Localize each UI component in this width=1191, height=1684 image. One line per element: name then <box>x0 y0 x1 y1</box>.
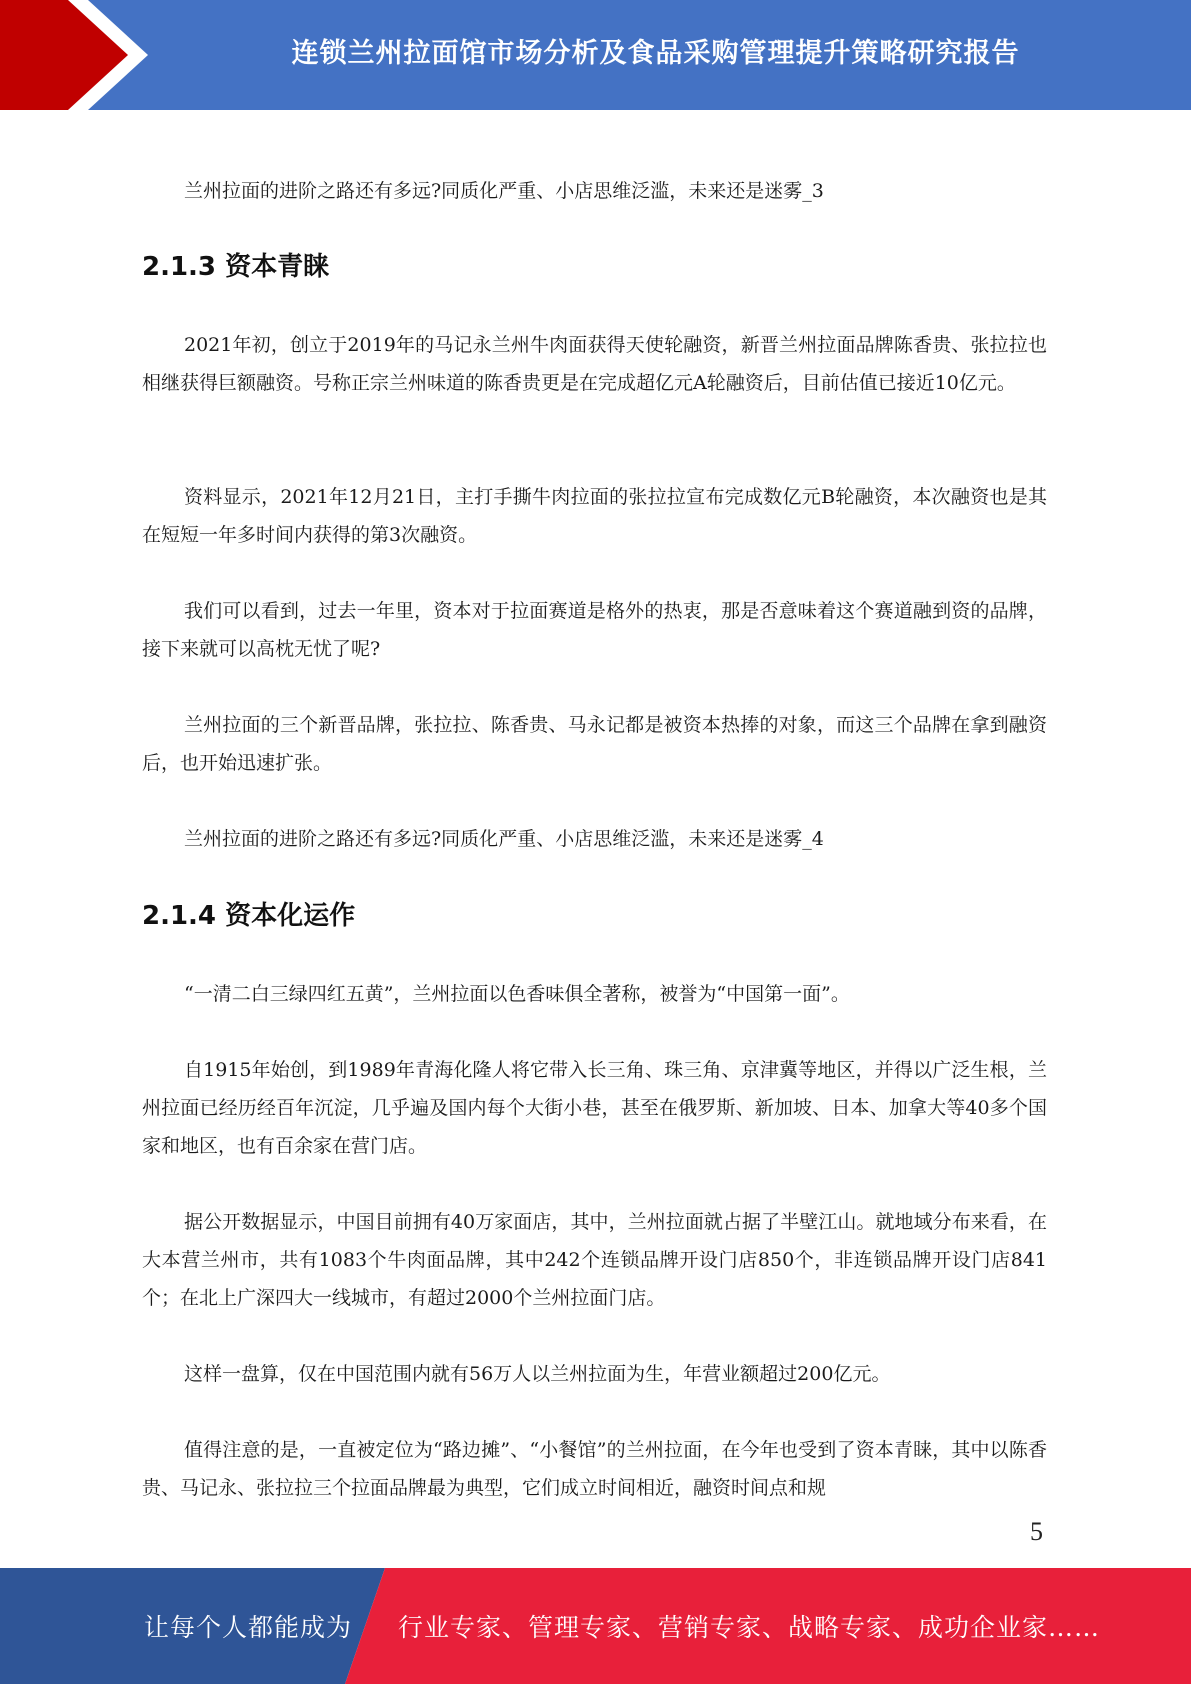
image-caption-3: 兰州拉面的进阶之路还有多远?同质化严重、小店思维泛滥，未来还是迷雾_3 <box>184 180 824 202</box>
footer-slogan-right: 行业专家、管理专家、营销专家、战略专家、成功企业家…… <box>398 1613 1101 1642</box>
document-title: 连锁兰州拉面馆市场分析及食品采购管理提升策略研究报告 <box>291 37 1020 69</box>
footer-slogan-left: 让每个人都能成为 <box>144 1613 353 1642</box>
paragraph: 2021年初，创立于2019年的马记永兰州牛肉面获得天使轮融资，新晋兰州拉面品牌陈香贵、张拉拉也相继获得巨额融资。号称正宗兰州味道的陈香贵更是在完成超亿元A轮融资后，目前估值已接近10亿元。 <box>142 334 1047 394</box>
page-header <box>0 0 1191 110</box>
paragraph: 我们可以看到，过去一年里，资本对于拉面赛道是格外的热衷，那是否意味着这个赛道融到资的品牌，接下来就可以高枕无忧了呢? <box>142 600 1047 660</box>
paragraph: 资料显示，2021年12月21日，主打手撕牛肉拉面的张拉拉宣布完成数亿元B轮融资，本次融资也是其在短短一年多时间内获得的第3次融资。 <box>142 486 1047 546</box>
paragraph: “一清二白三绿四红五黄”，兰州拉面以色香味俱全著称，被誉为“中国第一面”。 <box>184 983 850 1005</box>
section-heading-2-1-4: 2.1.4 资本化运作 <box>142 901 356 931</box>
page-number: 5 <box>1030 1517 1043 1546</box>
paragraph: 值得注意的是，一直被定位为“路边摊”、“小餐馆”的兰州拉面，在今年也受到了资本青睐，其中以陈香贵、马记永、张拉拉三个拉面品牌最为典型，它们成立时间相近，融资时间点和规 <box>142 1439 1047 1499</box>
image-caption-4: 兰州拉面的进阶之路还有多远?同质化严重、小店思维泛滥，未来还是迷雾_4 <box>184 828 824 850</box>
paragraph: 自1915年始创，到1989年青海化隆人将它带入长三角、珠三角、京津冀等地区，并得以广泛生根，兰州拉面已经历经百年沉淀，几乎遍及国内每个大街小巷，甚至在俄罗斯、新加坡、日本、加拿大等40多个国家和地区，也有百余家在营门店。 <box>142 1059 1047 1157</box>
section-heading-2-1-3: 2.1.3 资本青睐 <box>142 252 330 282</box>
page-footer <box>0 1568 1191 1684</box>
paragraph: 据公开数据显示，中国目前拥有40万家面店，其中，兰州拉面就占据了半壁江山。就地域分布来看，在大本营兰州市，共有1083个牛肉面品牌，其中242个连锁品牌开设门店850个，非连锁品牌开设门店841个；在北上广深四大一线城市，有超过2000个兰州拉面门店。 <box>142 1211 1047 1309</box>
paragraph: 这样一盘算，仅在中国范围内就有56万人以兰州拉面为生，年营业额超过200亿元。 <box>184 1363 891 1385</box>
paragraph: 兰州拉面的三个新晋品牌，张拉拉、陈香贵、马永记都是被资本热捧的对象，而这三个品牌在拿到融资后，也开始迅速扩张。 <box>142 714 1047 774</box>
